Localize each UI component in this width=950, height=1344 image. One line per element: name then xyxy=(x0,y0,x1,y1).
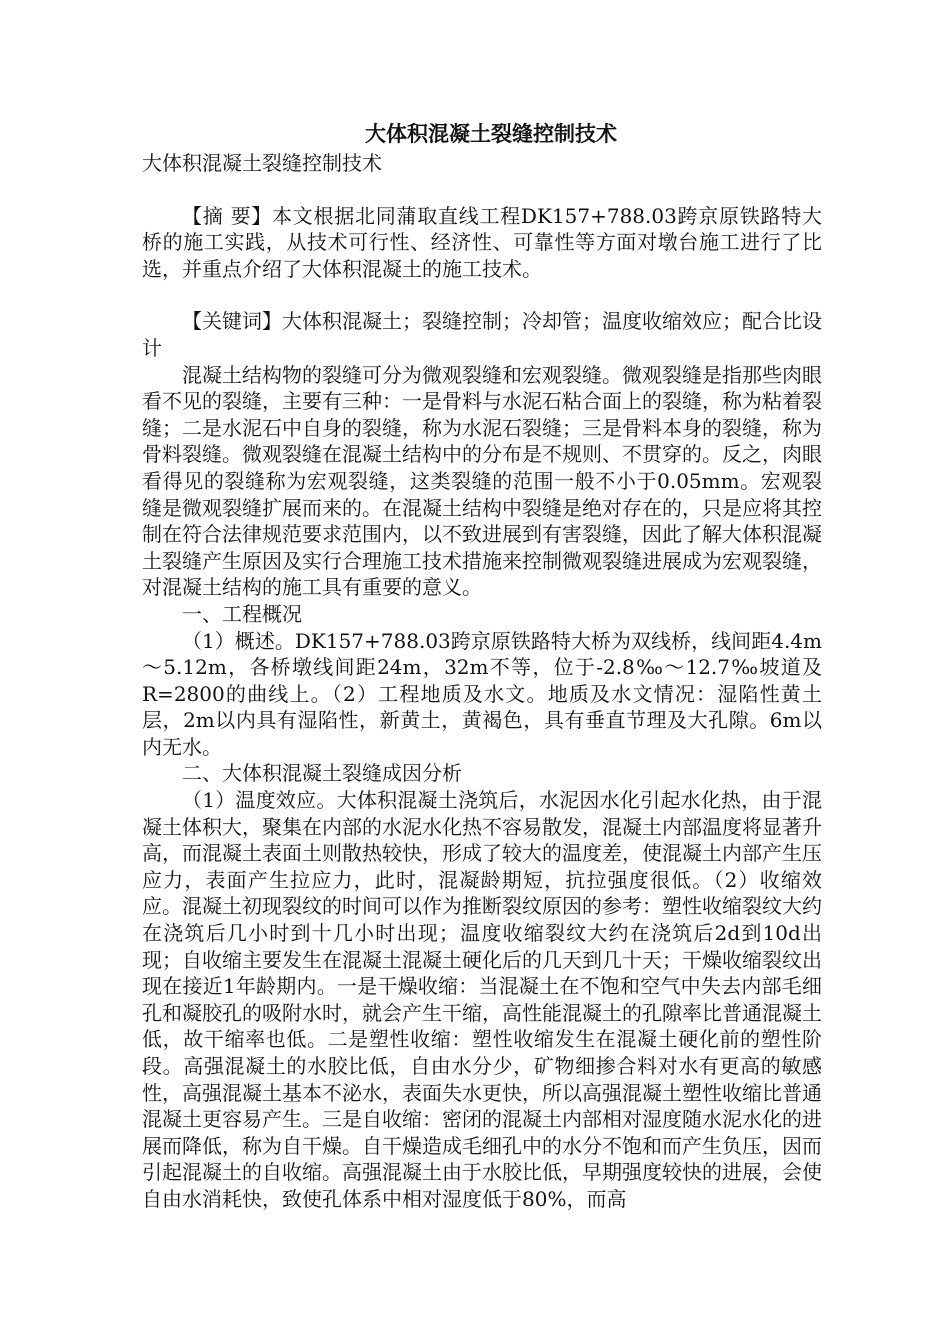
section1-heading: 一、工程概况 xyxy=(182,601,302,626)
section2-body: （1）温度效应。大体积混凝土浇筑后，水泥因水化引起水化热，由于混凝土体积大，聚集在内部的水泥水化热不容易散发，混凝土内部温度将显著升高，而混凝土表面土则散热较快，形成了较大的温度差，使混凝土内部产生压应力，表面产生拉应力，此时，混凝龄期短，抗拉强度很低。（2）收缩效应。混凝土初现裂纹的时间可以作为推断裂纹原因的参考：塑性收缩裂纹大约在浇筑后几小时到十几小时出现；温度收缩裂纹大约在浇筑后2d到10d出现；自收缩主要发生在混凝土混凝土硬化后的几天到几十天；干燥收缩裂纹出现在接近1年龄期内。一是干燥收缩：当混凝土在不饱和空气中失去内部毛细孔和凝胶孔的吸附水时，就会产生干缩，高性能混凝土的孔隙率比普通混凝土低，故干缩率也低。二是塑性收缩：塑性收缩发生在混凝土硬化前的塑性阶段。高强混凝土的水胶比低，自由水分少，矿物细掺合料对水有更高的敏感性，高强混凝土基本不泌水，表面失水更快，所以高强混凝土塑性收缩比普通混凝土更容易产生。三是自收缩：密闭的混凝土内部相对湿度随水泥水化的进展而降低，称为自干燥。自干燥造成毛细孔中的水分不饱和而产生负压，因而引起混凝土的自收缩。高强混凝土由于水胶比低，早期强度较快的进展，会使自由水消耗快，致使孔体系中相对湿度低于80%，而高 xyxy=(142,788,822,1211)
spacer xyxy=(142,282,822,308)
section2-heading: 二、大体积混凝土裂缝成因分析 xyxy=(182,761,462,786)
document-title: 大体积混凝土裂缝控制技术 xyxy=(365,121,617,146)
document-page xyxy=(142,118,822,1213)
intro-paragraph: 混凝土结构物的裂缝可分为微观裂缝和宏观裂缝。微观裂缝是指那些肉眼看不见的裂缝，主要有三种：一是骨料与水泥石粘合面上的裂缝，称为粘着裂缝；二是水泥石中自身的裂缝，称为水泥石裂缝；三是骨料本身的裂缝，称为骨料裂缝。微观裂缝在混凝土结构中的分布是不规则、不贯穿的。反之，肉眼看得见的裂缝称为宏观裂缝，这类裂缝的范围一般不小于0.05mm。宏观裂缝是微观裂缝扩展而来的。在混凝土结构中裂缝是绝对存在的，只是应将其控制在符合法律规范要求范围内，以不致进展到有害裂缝，因此了解大体积混凝土裂缝产生原因及实行合理施工技术措施来控制微观裂缝进展成为宏观裂缝，对混凝土结构的施工具有重要的意义。 xyxy=(142,362,822,600)
document-subtitle: 大体积混凝土裂缝控制技术 xyxy=(142,151,382,175)
spacer xyxy=(142,177,822,203)
abstract-paragraph: 【摘 要】本文根据北同蒲取直线工程DK157+788.03跨京原铁路特大桥的施工实践，从技术可行性、经济性、可靠性等方面对墩台施工进行了比选，并重点介绍了大体积混凝土的施工技术。 xyxy=(142,203,822,281)
section1-body: （1）概述。DK157+788.03跨京原铁路特大桥为双线桥，线间距4.4m～5.12m，各桥墩线间距24m，32m不等，位于-2.8‰～12.7‰坡道及R=2800的曲线上。（2）工程地质及水文。地质及水文情况：湿陷性黄土层，2m以内具有湿陷性，新黄土，黄褐色，具有垂直节理及大孔隙。6m以内无水。 xyxy=(142,628,822,759)
keywords-paragraph: 【关键词】大体积混凝土；裂缝控制；冷却管；温度收缩效应；配合比设计 xyxy=(142,309,822,360)
